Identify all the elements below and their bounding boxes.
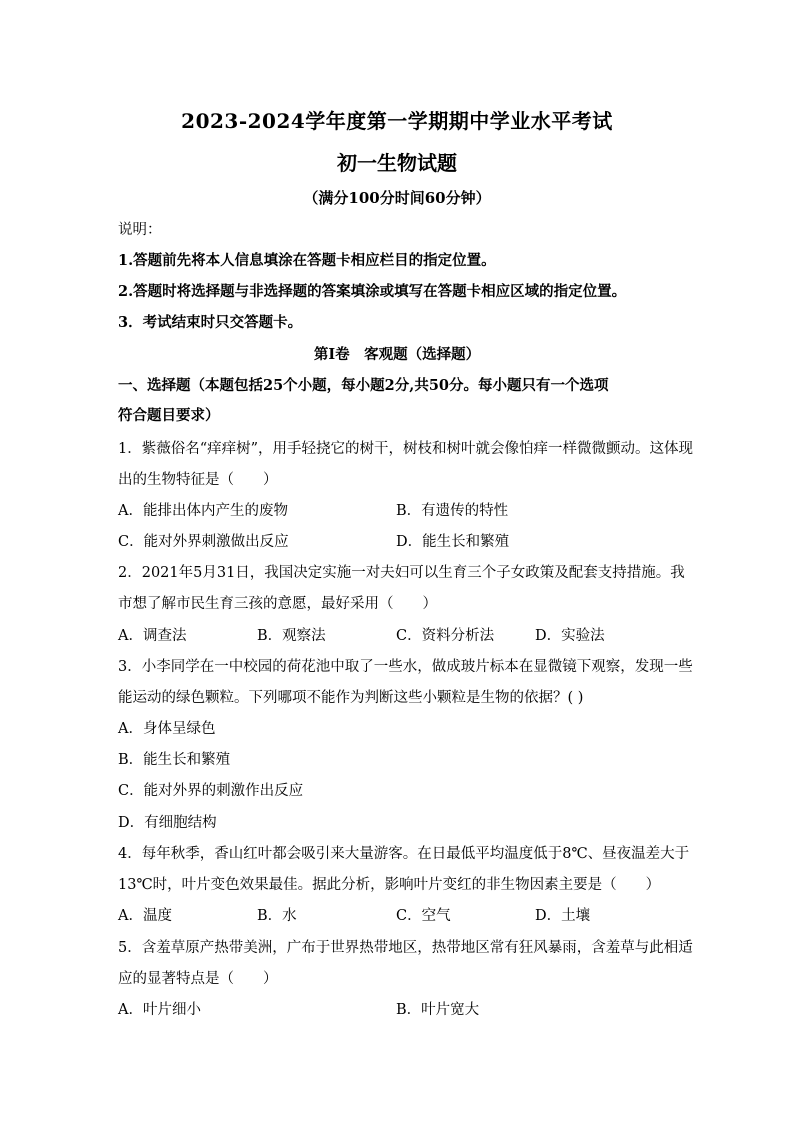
question-2-option-b: B．观察法	[257, 628, 326, 644]
question-4-option-c: C．空气	[396, 908, 451, 924]
question-4-option-b: B．水	[257, 908, 297, 924]
question-5-stem-line-1: 5．含羞草原产热带美洲，广布于世界热带地区，热带地区常有狂风暴雨，含羞草与此相适	[118, 940, 693, 956]
question-5-stem-line-2: 应的显著特点是（ ）	[118, 971, 278, 987]
question-1-stem-line-2: 出的生物特征是（ ）	[118, 472, 278, 488]
exam-title: 2023-2024学年度第一学期期中学业水平考试	[181, 109, 613, 133]
question-2-option-c: C．资料分析法	[396, 628, 495, 644]
question-3-option-b: B．能生长和繁殖	[118, 752, 231, 768]
question-4-option-a: A．温度	[118, 908, 172, 924]
question-2-stem-line-2: 市想了解市民生育三孩的意愿，最好采用（ ）	[118, 596, 437, 612]
question-3-stem-line-1: 3．小李同学在一中校园的荷花池中取了一些水，做成玻片标本在显微镜下观察，发现一些	[118, 659, 693, 675]
question-1-option-c: C．能对外界刺激做出反应	[118, 534, 289, 550]
question-3-option-d: D．有细胞结构	[118, 815, 217, 831]
instruction-item-2: 2.答题时将选择题与非选择题的答案填涂或填写在答题卡相应区域的指定位置。	[118, 283, 627, 300]
question-3-option-a: A．身体呈绿色	[118, 721, 216, 737]
question-1-option-d: D．能生长和繁殖	[396, 534, 510, 550]
question-4-stem-line-1: 4．每年秋季，香山红叶都会吸引来大量游客。在日最低平均温度低于8℃、昼夜温差大于	[118, 846, 690, 862]
question-5-option-a: A．叶片细小	[118, 1002, 201, 1018]
instruction-item-1: 1.答题前先将本人信息填涂在答题卡相应栏目的指定位置。	[118, 252, 496, 269]
question-1-stem-line-1: 1．紫薇俗名“痒痒树”，用手轻挠它的树干，树枝和树叶就会像怕痒一样微微颤动。这体现	[118, 441, 694, 457]
question-4-stem-line-2: 13℃时，叶片变色效果最佳。据此分析，影响叶片变红的非生物因素主要是（ ）	[118, 877, 661, 893]
section-heading-line-1: 一、选择题（本题包括25个小题，每小题2分,共50分。每小题只有一个选项	[118, 377, 609, 394]
question-3-option-c: C．能对外界的刺激作出反应	[118, 783, 304, 799]
question-1-option-a: A．能排出体内产生的废物	[118, 503, 288, 519]
instructions-heading: 说明：	[118, 222, 162, 238]
question-1-option-b: B．有遗传的特性	[396, 503, 509, 519]
question-2-option-a: A．调查法	[118, 628, 187, 644]
subject-title: 初一生物试题	[337, 151, 457, 175]
question-4-option-d: D．土壤	[535, 908, 591, 924]
question-2-stem-line-1: 2．2021年5月31日，我国决定实施一对夫妇可以生育三个子女政策及配套支持措施。我	[118, 565, 685, 581]
question-3-stem-line-2: 能运动的绿色颗粒。下列哪项不能作为判断这些小颗粒是生物的依据？( )	[118, 690, 584, 706]
question-2-option-d: D．实验法	[535, 628, 605, 644]
time-note: （满分100分时间60分钟）	[303, 189, 491, 207]
section-heading-line-2: 符合题目要求）	[118, 407, 220, 424]
volume-title: 第Ⅰ卷 客观题（选择题）	[313, 346, 481, 363]
question-5-option-b: B．叶片宽大	[396, 1002, 480, 1018]
instruction-item-3: 3．考试结束时只交答题卡。	[118, 314, 303, 331]
